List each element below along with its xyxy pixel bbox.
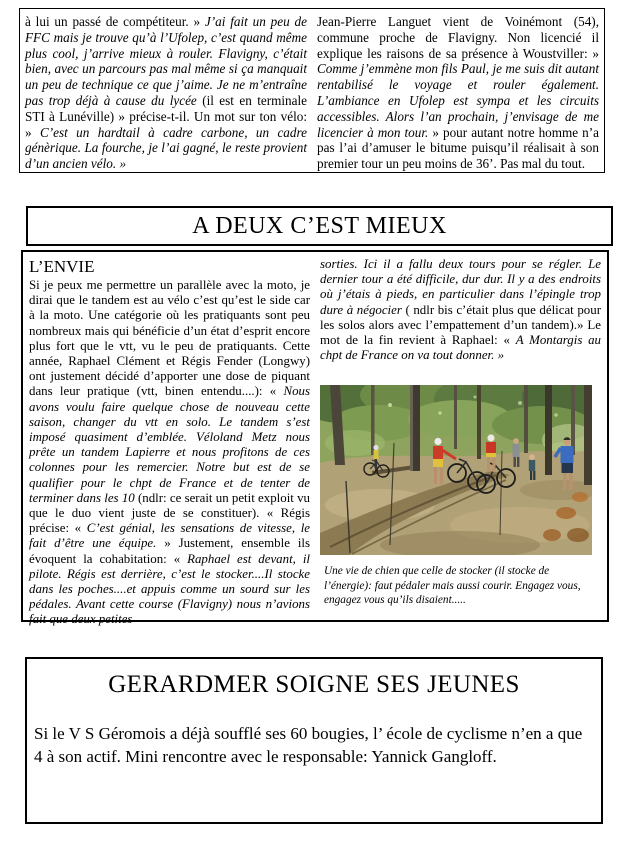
gerardmer-article-box (25, 657, 603, 824)
text-segment: » Justement, ensemble ils évoquent la cohabitation: « (29, 536, 310, 566)
gerardmer-article-intro: Si le V S Géromois a déjà soufflé ses 60 bougies, l’ école de cyclisme n’en a que 4 à son actif. Mini rencontre avec le responsable: Yannick Gangloff. (34, 724, 583, 766)
text-segment: C’est génial, les sensations de vitesse, le fait d’être une équipe. (29, 521, 310, 551)
article-right-column (320, 257, 601, 628)
race-photo-figure (320, 385, 601, 608)
text-segment: Raphael est devant, il pilote. Régis est derrière, c’est le stocker....Il stocke dans les poches....et appuis comme un sourd sur les pédales. Avant cette course (Flavigny) nous n’avions fait que deux petites (29, 551, 310, 627)
section-heading: L’ENVIE (29, 257, 95, 276)
article-columns (29, 257, 601, 628)
tandem-article-body-box (21, 250, 609, 627)
text-segment: Si je peux me permettre un parallèle avec la moto, je dirai que le tandem est au vélo c’est qu’est le side car à la moto. Une catégorie où les pratiquants sont peu nombreux mais qui bénéficie d’un état d’esprit encore plus fort que le vtt, vu le peu de pratiquants. Cette année, Raphael Clément et Régis Fender (Longwy) ont justement décidé d’apporter une dose de piquant dans leur pratique (vtt, binen entendu....): « (29, 278, 310, 399)
top-columns (25, 14, 599, 172)
tandem-article-title: A DEUX C’EST MIEUX (192, 212, 447, 239)
race-photo (320, 385, 592, 555)
photo-caption: Une vie de chien que celle de stocker (il stocke de l’énergie): faut pédaler mais aussi courir. Engagez vous, engagez vous qu’ils disaient..... (324, 565, 581, 607)
top-left-column (25, 14, 307, 172)
text-segment: J’ai fait un peu de FFC mais je trouve qu’à l’Ufolep, c’est quand même plus cool, j’arrive mieux à rouler. Flavigny, c’était bien, avec un parcours pas mal même si ça manquait un peu de technique ce que j’aime. Je ne m’entraîne pas trop déjà à cause du lycée (25, 14, 307, 108)
text-segment: sorties. Ici il a fallu deux tours pour se régler. Le dernier tour a été difficile, dur dur. Il y a des endroits où j’étais à pieds, en particulier dans l’épingle trop dure à négocier (320, 257, 601, 317)
text-segment: ( ndlr bis c’était plus que délicat pour les solos alors avec l’empattement d’un tandem).» Le mot de la fin revient à Raphael: « (320, 302, 601, 348)
gerardmer-article-title: GERARDMER SOIGNE SES JEUNES (108, 671, 520, 698)
text-segment: Comme j’emmène mon fils Paul, je me suis dit autant rentabilisé le voyage et rouler également. L’ambiance en Ufolep est sympa et les circuits accessibles. Alors l’an prochain, j’envisage de me licencier à mon tour. (317, 61, 599, 140)
text-segment: (il est en terminale STI à Lunéville) » précise-t-il. Un mot sur ton vélo: » (25, 92, 307, 140)
text-segment: A Montargis au chpt de France on va tout donner. » (320, 333, 601, 363)
article-left-text (29, 278, 310, 628)
text-segment: C’est un hardtail à cadre carbone, un cadre génèrique. La fourche, je l’ai gagné, le reste provient d’un ancien vélo. » (25, 124, 307, 172)
article-right-text (320, 257, 601, 363)
text-segment: Nous avons voulu faire quelque chose de nouveau cette saison, changer du vtt en solo. Le tandem s’est imposé quasiment d’emblée. Véloland Metz nous prête un tandem Lapierre et nous profitons de ces colonnes pour les remercier. Notre but est de se qualifier pour le chpt de France et de tenter de terminer dans les 10 (29, 384, 310, 505)
text-segment: Jean-Pierre Languet vient de Voinémont (54), commune proche de Flavigny. Non licencié il explique les raisons de sa présence à Woustviller: » (317, 14, 599, 61)
article-left-column (29, 257, 310, 628)
text-segment: (ndlr: ce serait un petit exploit vu que le duo vient juste de se constituer). « Régis précise: « (29, 490, 310, 536)
text-segment: à lui un passé de compétiteur. » (25, 14, 205, 29)
top-right-column (317, 14, 599, 172)
text-segment: » pour autant notre homme n’a pas l’ai d’amuser le bitume puisqu’il réalisait à son premier tour un peu moins de 36’. Pas mal du tout. (317, 124, 599, 172)
top-article-box (19, 8, 605, 173)
tandem-article-title-box (26, 206, 613, 246)
